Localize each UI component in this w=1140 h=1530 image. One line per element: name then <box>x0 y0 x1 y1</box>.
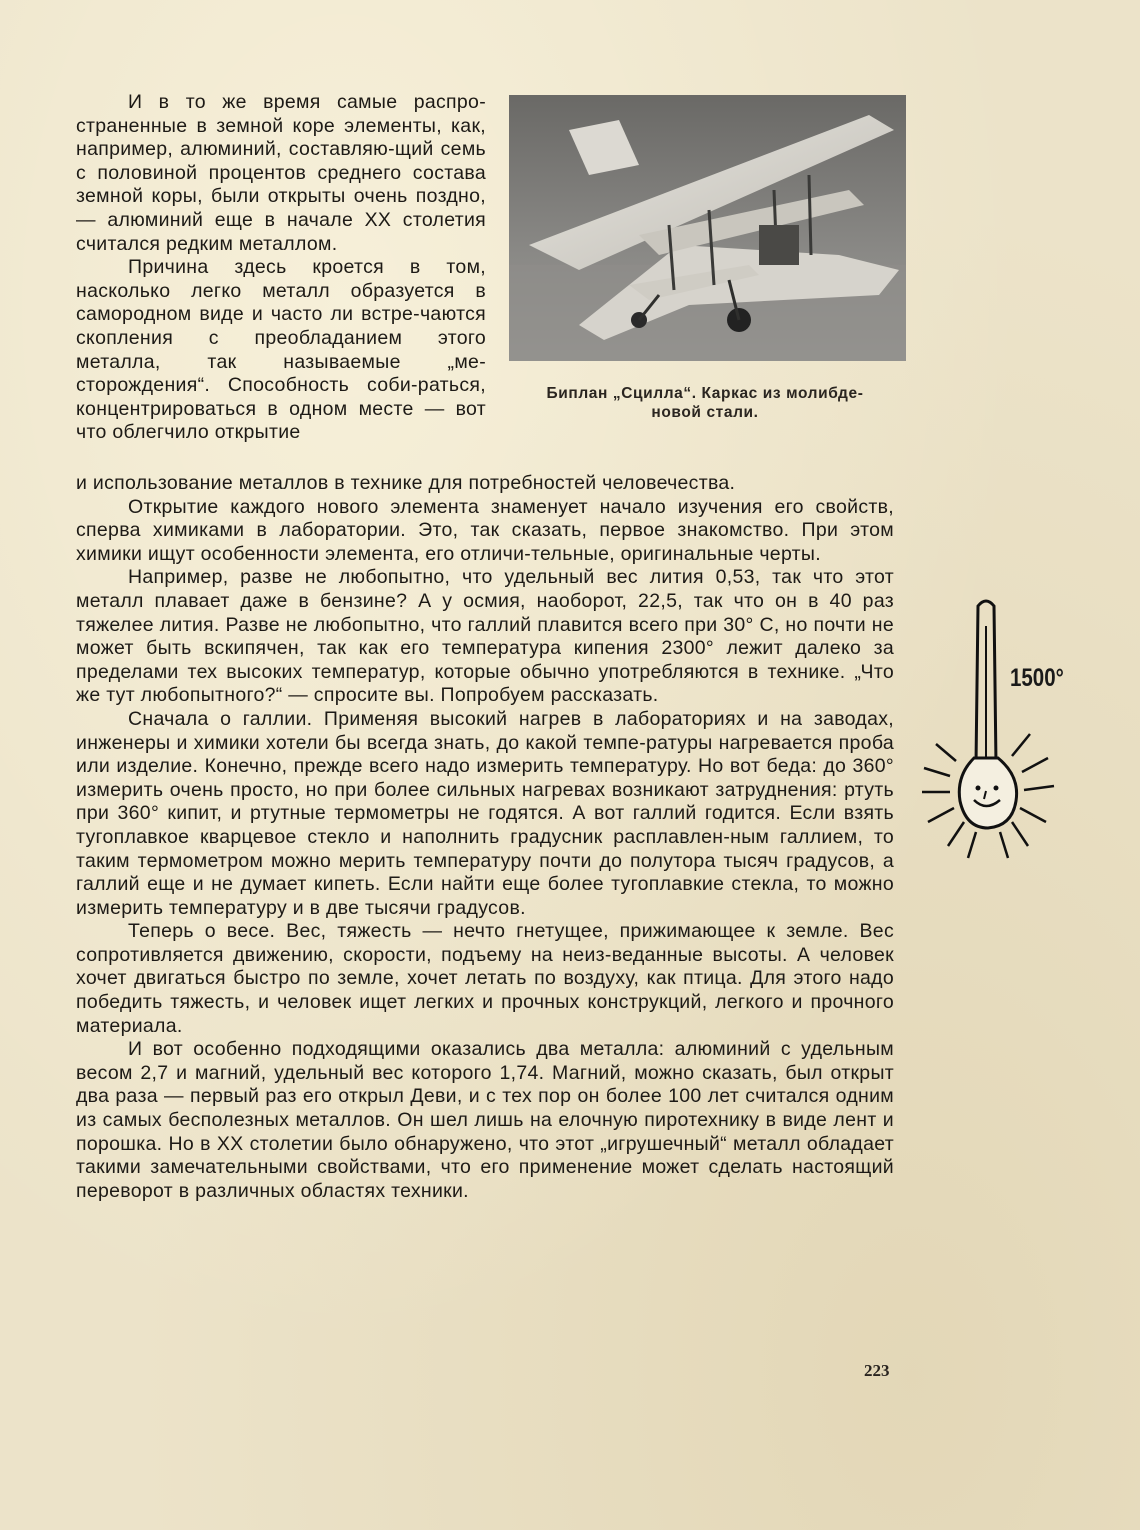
caption-line-2: новой стали. <box>651 404 759 421</box>
paragraph-aluminium-intro: И в то же время самые распро-страненные в земной коре элементы, как, например, алюминий, составляю-щий семь с половиной процентов среднего состава земной коры, были открыты очень поздно, — алюминий еще в начале XX столетия считался редким металлом. <box>76 91 486 255</box>
caption-line-1: Биплан „Сцилла“. Каркас из молибде- <box>546 385 864 402</box>
thermometer-label: 1500° <box>1010 664 1064 692</box>
paragraph-continuation: и использование металлов в технике для потребностей человечества. <box>76 472 736 494</box>
biplane-photo-icon <box>509 95 906 361</box>
paragraph-gallium: Сначала о галлии. Применяя высокий нагрев в лабораториях и на заводах, инженеры и химики хотели бы всегда знать, до какой темпе-ратуры нагревается проба или изделие. Конечно, прежде всего надо измерить температуру. Но вот беда: до 360° измерить очень просто, но при более сильных нагревах возникают затруднения: ртуть при 360° кипит, и ртутные термометры не годятся. А вот галлий годится. Если взять тугоплавкое кварцевое стекло и наполнить градусник расплавлен-ным галлием, то таким термометром можно мерить температуру почти до полутора тысяч градусов, а галлий еще и не думает кипеть. Если найти еще более тугоплавкие стекла, то можно измерить температуру и в две тысячи градусов. <box>76 707 894 919</box>
paragraph-lithium-osmium: Например, разве не любопытно, что удельный вес лития 0,53, так что этот металл плавает даже в бензине? А у осмия, наоборот, 22,5, так что он в 40 раз тяжелее лития. Разве не любопытно, что галлий плавится всего при 30° C, но почти не может быть вскипячен, так как его температура кипения 2300° лежит далеко за пределами тех высоких температур, которые обычно употребляются в технике. „Что же тут любопытного?“ — спросите вы. Попробуем рассказать. <box>76 566 894 707</box>
main-column-text <box>76 472 894 1203</box>
page-number: 223 <box>864 1361 890 1380</box>
paragraph-reason: Причина здесь кроется в том, насколько легко металл образуется в самородном виде и часто ли встре-чаются скопления с преобладанием этого металла, так называемые „ме-сторождения“. Способность соби-раться, концентрироваться в одном месте — вот что облегчило открытие <box>76 256 486 444</box>
paragraph-weight: Теперь о весе. Вес, тяжесть — нечто гнетущее, прижимающее к земле. Вес сопротивляется движению, скорости, подъему на неиз-веданные высоты. А человек хочет двигаться быстро по земле, хочет летать по воздуху, как птица. Для этого надо победить тяжесть, и человек ищет легких и прочных конструкций, легкого и прочного материала. <box>76 920 894 1037</box>
biplane-photo <box>509 95 906 361</box>
paragraph-aluminium-magnesium: И вот особенно подходящими оказались два металла: алюминий с удельным весом 2,7 и магний, удельный вес которого 1,74. Магний, можно сказать, был открыт два раза — первый раз его открыл Деви, и с тех пор он более 100 лет считался одним из самых бесполезных металлов. Он шел лишь на елочную пиротехнику в виде лент и порошка. Но в XX столетии было обнаружено, что этот „игрушечный“ металл обладает такими замечательными свойствами, что его применение может сделать настоящий переворот в различных областях техники. <box>76 1038 894 1202</box>
photo-caption <box>510 384 900 422</box>
paragraph-discovery: Открытие каждого нового элемента знаменует начало изучения его свойств, сперва химиками в лаборатории. Это, так сказать, первое знакомство. При этом химики ищут особенности элемента, его отличи-тельные, оригинальные черты. <box>76 495 894 565</box>
smiling-thermometer-icon <box>916 596 1076 864</box>
left-column-text <box>76 91 486 445</box>
